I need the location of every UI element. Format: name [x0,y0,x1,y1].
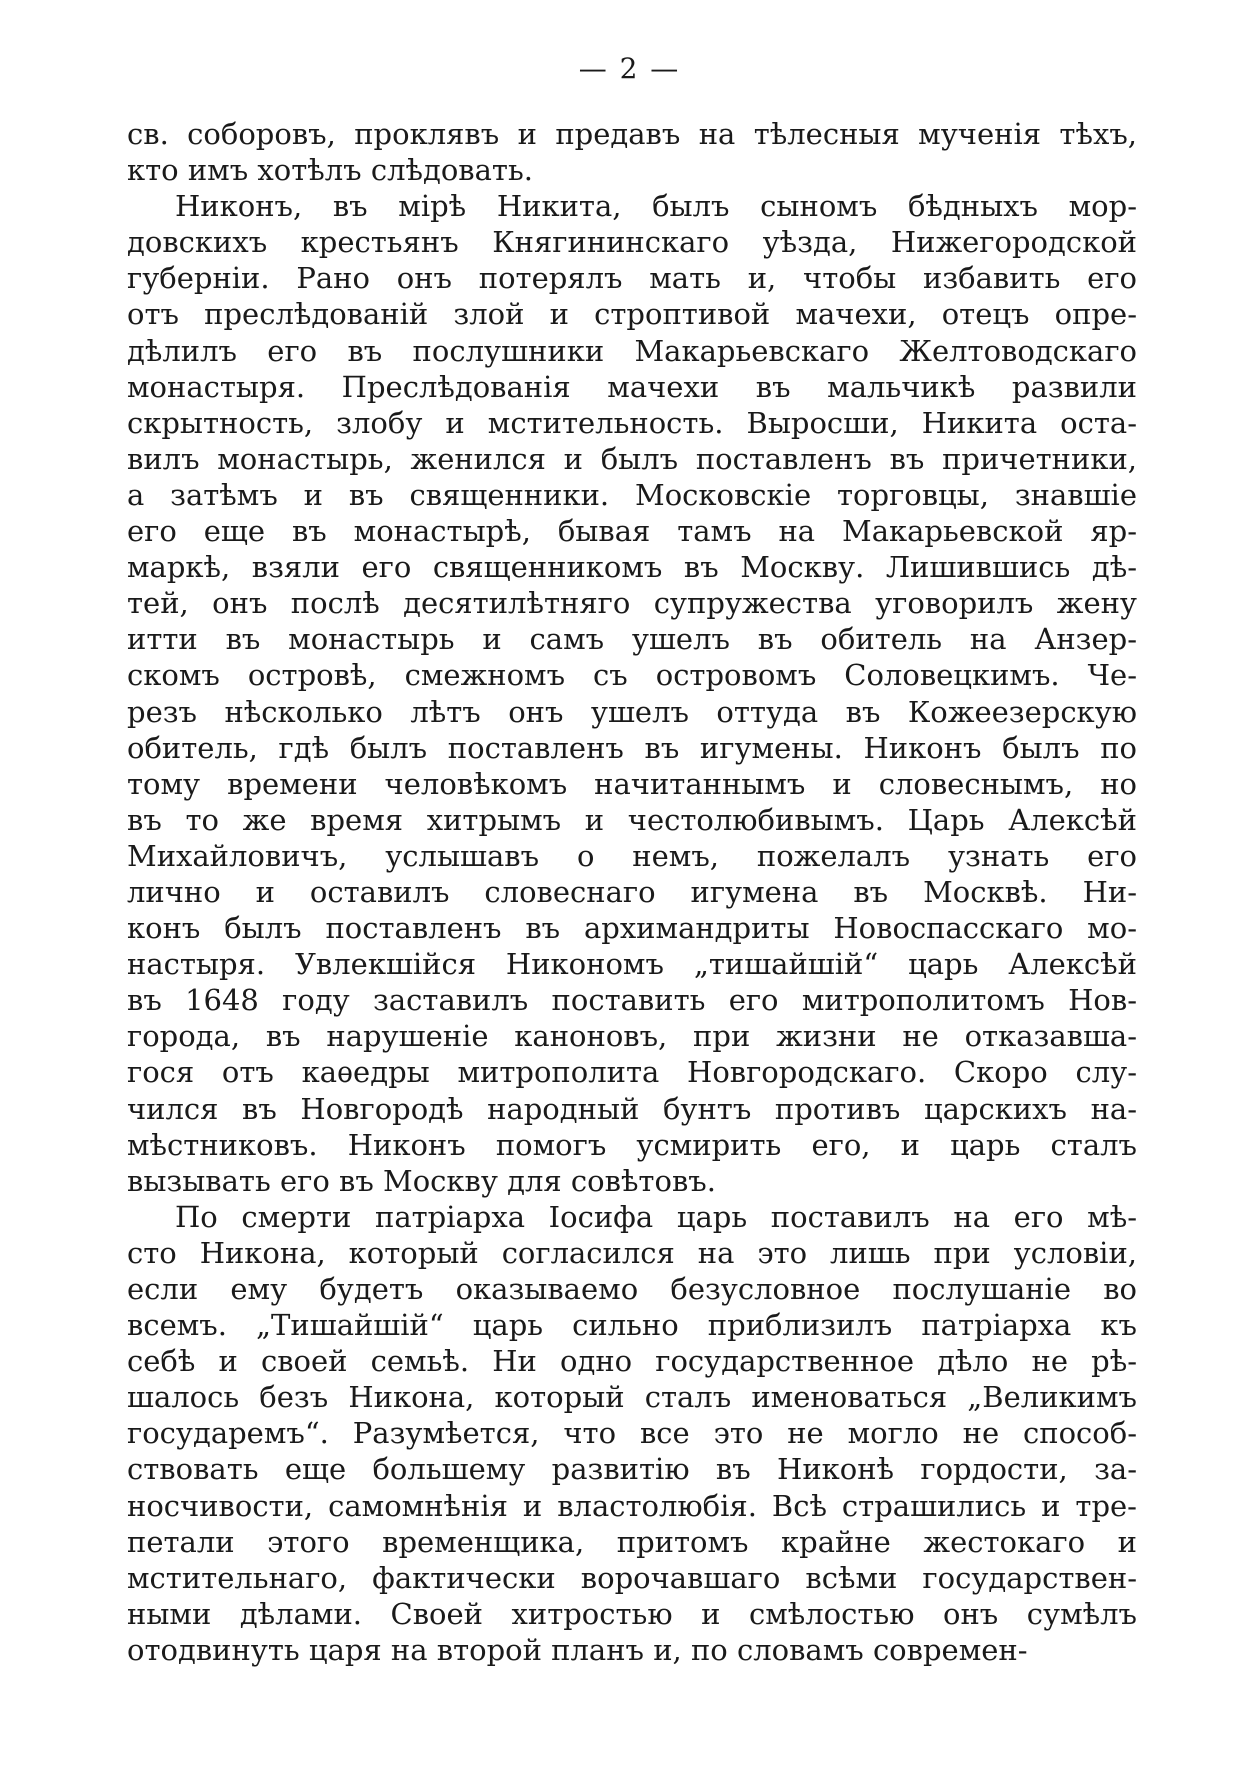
text-line: дѣлилъ его въ послушники Макарьевскаго Желтоводскаго [127,333,1137,368]
text-line: конъ былъ поставленъ въ архимандриты Новоспасскаго мо- [127,911,1137,946]
paragraph [127,188,1137,1199]
text-line: а затѣмъ и въ священники. Московскіе торговцы, знавшіе [127,477,1137,512]
text-line: маркѣ, взяли его священникомъ въ Москву. Лишившись дѣ- [127,550,1137,585]
paragraph [127,116,1137,188]
text-line: тей, онъ послѣ десятилѣтняго супружества уговорилъ жену [127,586,1137,621]
paragraph [127,1199,1137,1668]
text-line: мѣстниковъ. Никонъ помогъ усмирить его, и царь сталъ [127,1127,1137,1162]
text-line: обитель, гдѣ былъ поставленъ въ игумены. Никонъ былъ по [127,730,1137,765]
text-line: чился въ Новгородѣ народный бунтъ противъ царскихъ на- [127,1091,1137,1126]
text-line: губерніи. Рано онъ потерялъ мать и, чтобы избавить его [127,261,1137,296]
text-line: города, въ нарушеніе каноновъ, при жизни не отказавша- [127,1019,1137,1054]
text-line: петали этого временщика, притомъ крайне жестокаго и [127,1524,1137,1559]
text-line: государемъ“. Разумѣется, что все это не могло не способ- [127,1416,1137,1451]
text-line: скомъ островѣ, смежномъ съ островомъ Соловецкимъ. Че- [127,658,1137,693]
text-line: резъ нѣсколько лѣтъ онъ ушелъ оттуда въ Кожеезерскую [127,694,1137,729]
text-line: довскихъ крестьянъ Княгининскаго уѣзда, Нижегородской [127,225,1137,260]
text-line: носчивости, самомнѣнія и властолюбія. Всѣ страшились и тре- [127,1488,1137,1523]
page-number: — 2 — [578,52,681,85]
text-line: настыря. Увлекшійся Никономъ „тишайшій“ царь Алексѣй [127,947,1137,982]
text-line: шалось безъ Никона, который сталъ именоваться „Великимъ [127,1380,1137,1415]
text-line: ными дѣлами. Своей хитростью и смѣлостью онъ сумѣлъ [127,1596,1137,1631]
text-line: кто имъ хотѣлъ слѣдовать. [127,153,533,188]
text-line: Никонъ, въ мірѣ Никита, былъ сыномъ бѣдныхъ мор- [175,189,1137,224]
text-line: скрытность, злобу и мстительность. Выросши, Никита оста- [127,405,1137,440]
text-line: въ то же время хитрымъ и честолюбивымъ. Царь Алексѣй [127,802,1137,837]
text-line: отъ преслѣдованій злой и строптивой мачехи, отецъ опре- [127,297,1137,332]
text-line: въ 1648 году заставилъ поставить его митрополитомъ Нов- [127,983,1137,1018]
text-line: себѣ и своей семьѣ. Ни одно государственное дѣло не рѣ- [127,1344,1137,1379]
text-line: его еще въ монастырѣ, бывая тамъ на Макарьевской яр- [127,514,1137,549]
text-line: тому времени человѣкомъ начитаннымъ и словеснымъ, но [127,766,1137,801]
text-line: мстительнаго, фактически ворочавшаго всѣми государствен- [127,1560,1137,1595]
text-line: ствовать еще большему развитію въ Никонѣ гордости, за- [127,1452,1137,1487]
text-line: вилъ монастырь, женился и былъ поставленъ въ причетники, [127,441,1137,476]
body-text [127,116,1137,1668]
text-line: монастыря. Преслѣдованія мачехи въ мальчикѣ развили [127,369,1137,404]
text-line: всемъ. „Тишайшій“ царь сильно приблизилъ патріарха къ [127,1308,1137,1343]
text-line: отодвинуть царя на второй планъ и, по словамъ современ- [127,1632,1028,1667]
text-line: сто Никона, который согласился на это лишь при условіи, [127,1235,1137,1270]
text-line: св. соборовъ, проклявъ и предавъ на тѣлесныя мученія тѣхъ, [127,117,1137,151]
text-line: По смерти патріарха Іосифа царь поставилъ на его мѣ- [175,1199,1137,1234]
text-line: если ему будетъ оказываемо безусловное послушаніе во [127,1272,1137,1306]
text-line: лично и оставилъ словеснаго игумена въ Москвѣ. Ни- [127,874,1137,909]
text-line: Михайловичъ, услышавъ о немъ, пожелалъ узнать его [127,838,1137,873]
text-line: итти въ монастырь и самъ ушелъ въ обитель на Анзер- [127,622,1137,657]
text-line: вызывать его въ Москву для совѣтовъ. [127,1163,716,1198]
text-line: гося отъ каѳедры митрополита Новгородскаго. Скоро слу- [127,1055,1137,1090]
